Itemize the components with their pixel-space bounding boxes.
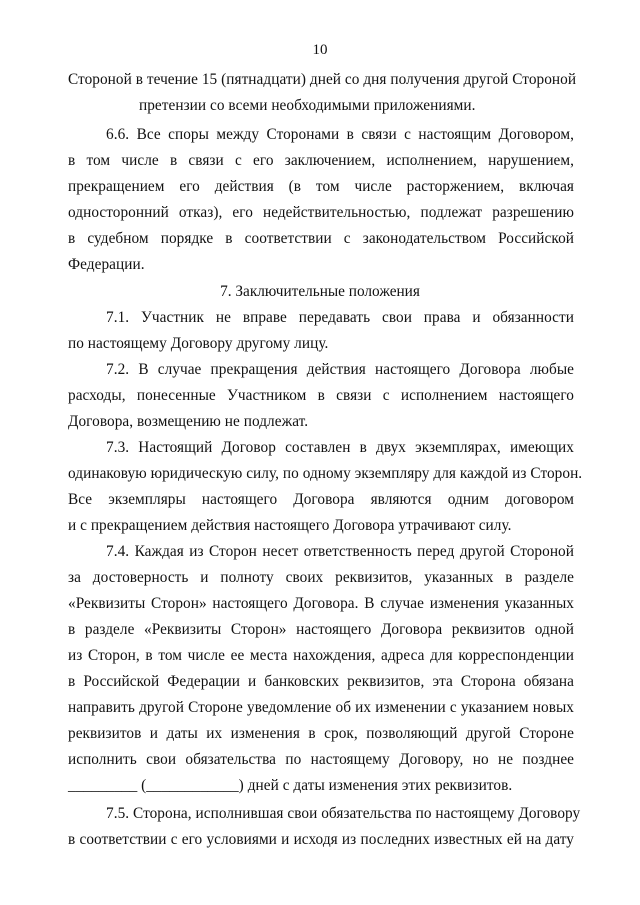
text-line: «Реквизиты Сторон» настоящего Договора. В случае изменения указанных [68,595,574,612]
text-line: Федерации. [68,256,145,273]
text-line: в том числе в связи с его заключением, исполнением, нарушением, [68,152,574,169]
text-line: 6.6. Все споры между Сторонами в связи с настоящим Договором, [106,126,574,143]
text-line: Все экземпляры настоящего Договора являются одним договором [68,491,574,508]
text-line: 7.4. Каждая из Сторон несет ответственность перед другой Стороной [106,543,574,560]
text-line: претензии со всеми необходимыми приложениями. [139,97,476,114]
text-line: 7.3. Настоящий Договор составлен в двух экземплярах, имеющих [106,439,574,456]
text-line: и с прекращением действия настоящего Договора утрачивают силу. [68,517,512,534]
text-line: в соответствии с его условиями и исходя из последних известных ей на дату [68,831,574,848]
text-line: из Сторон, в том числе ее места нахождения, адреса для корреспонденции [68,647,574,664]
text-line: 7.2. В случае прекращения действия настоящего Договора любые [106,361,574,378]
text-line: реквизитов и даты их изменения в срок, позволяющий другой Стороне [68,725,574,742]
text-line: по настоящему Договору другому лицу. [68,335,329,352]
text-line: в Российской Федерации и банковских реквизитов, эта Сторона обязана [68,673,574,690]
text-line: прекращением его действия (в том числе расторжением, включая [68,178,574,195]
text-line: одинаковую юридическую силу, по одному экземпляру для каждой из Сторон. [68,465,583,482]
text-line: односторонний отказ), его недействительностью, подлежат разрешению [68,204,574,221]
text-line: в судебном порядке в соответствии с законодательством Российской [68,230,574,247]
text-line: исполнить свои обязательства по настоящему Договору, но не позднее [68,751,574,768]
text-line: за достоверность и полноту своих реквизитов, указанных в разделе [68,569,574,586]
text-line: 7.1. Участник не вправе передавать свои права и обязанности [106,309,574,326]
text-line: Договора, возмещению не подлежат. [68,413,309,430]
text-line: направить другой Стороне уведомление об их изменении с указанием новых [68,699,574,716]
text-line: расходы, понесенные Участником в связи с исполнением настоящего [68,387,574,404]
text-line: _________ (____________) дней с даты изменения этих реквизитов. [68,777,513,794]
text-line: 7.5. Сторона, исполнившая свои обязательства по настоящему Договору [106,805,581,822]
page-number: 10 [312,42,328,58]
text-line: Стороной в течение 15 (пятнадцати) дней со дня получения другой Стороной [68,71,577,88]
text-line: в разделе «Реквизиты Сторон» настоящего Договора реквизитов одной [68,621,574,638]
section-heading: 7. Заключительные положения [220,283,420,300]
